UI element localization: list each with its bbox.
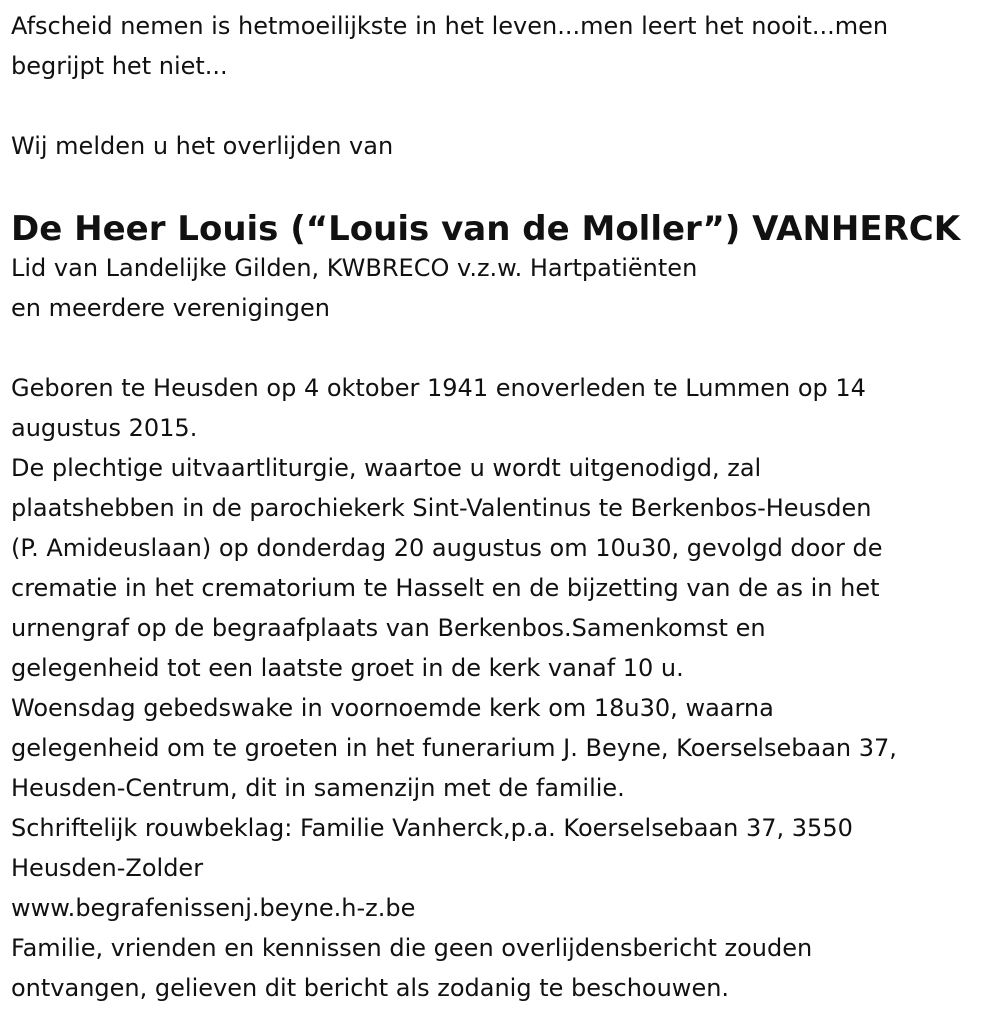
membership-line: Lid van Landelijke Gilden, KWBRECO v.z.w. Hartpatiënten [11,254,698,282]
wake-details [11,688,995,808]
funeral-line: plaatshebben in de parochiekerk Sint-Valentinus te Berkenbos-Heusden [11,494,872,522]
birth-death-details [11,368,995,448]
wake-line: gelegenheid om te groeten in het funerarium J. Beyne, Koerselsebaan 37, [11,734,897,762]
website-link[interactable]: www.begrafenissenj.beyne.h-z.be [11,894,416,922]
condolence-line: Heusden-Zolder [11,854,204,882]
funeral-details [11,448,995,688]
closing-line: Familie, vrienden en kennissen die geen overlijdensbericht zouden [11,934,813,962]
announcement-text: Wij melden u het overlijden van [11,132,394,160]
spacer [11,328,995,368]
intro-line: Afscheid nemen is hetmoeilijkste in het leven...men leert het nooit...men [11,12,889,40]
birth-line: Geboren te Heusden op 4 oktober 1941 enoverleden te Lummen op 14 [11,374,866,402]
funeral-line: gelegenheid tot een laatste groet in de kerk vanaf 10 u. [11,654,684,682]
funeral-line: urnengraf op de begraafplaats van Berkenbos.Samenkomst en [11,614,766,642]
obituary-notice [11,6,995,1008]
funeral-line: De plechtige uitvaartliturgie, waartoe u wordt uitgenodigd, zal [11,454,762,482]
condolence-address [11,808,995,888]
wake-line: Woensdag gebedswake in voornoemde kerk om 18u30, waarna [11,694,774,722]
spacer [11,166,995,206]
birth-line: augustus 2015. [11,414,198,442]
intro-line: begrijpt het niet... [11,52,228,80]
membership-line: en meerdere verenigingen [11,294,330,322]
funeral-line: crematie in het crematorium te Hasselt en de bijzetting van de as in het [11,574,880,602]
wake-line: Heusden-Centrum, dit in samenzijn met de familie. [11,774,625,802]
deceased-name: De Heer Louis (“Louis van de Moller”) VANHERCK [11,209,961,249]
closing-line: ontvangen, gelieven dit bericht als zodanig te beschouwen. [11,974,730,1002]
intro-quote [11,6,995,86]
closing-note [11,928,995,1008]
condolence-line: Schriftelijk rouwbeklag: Familie Vanherck,p.a. Koerselsebaan 37, 3550 [11,814,853,842]
spacer [11,86,995,126]
funeral-line: (P. Amideuslaan) op donderdag 20 augustus om 10u30, gevolgd door de [11,534,883,562]
